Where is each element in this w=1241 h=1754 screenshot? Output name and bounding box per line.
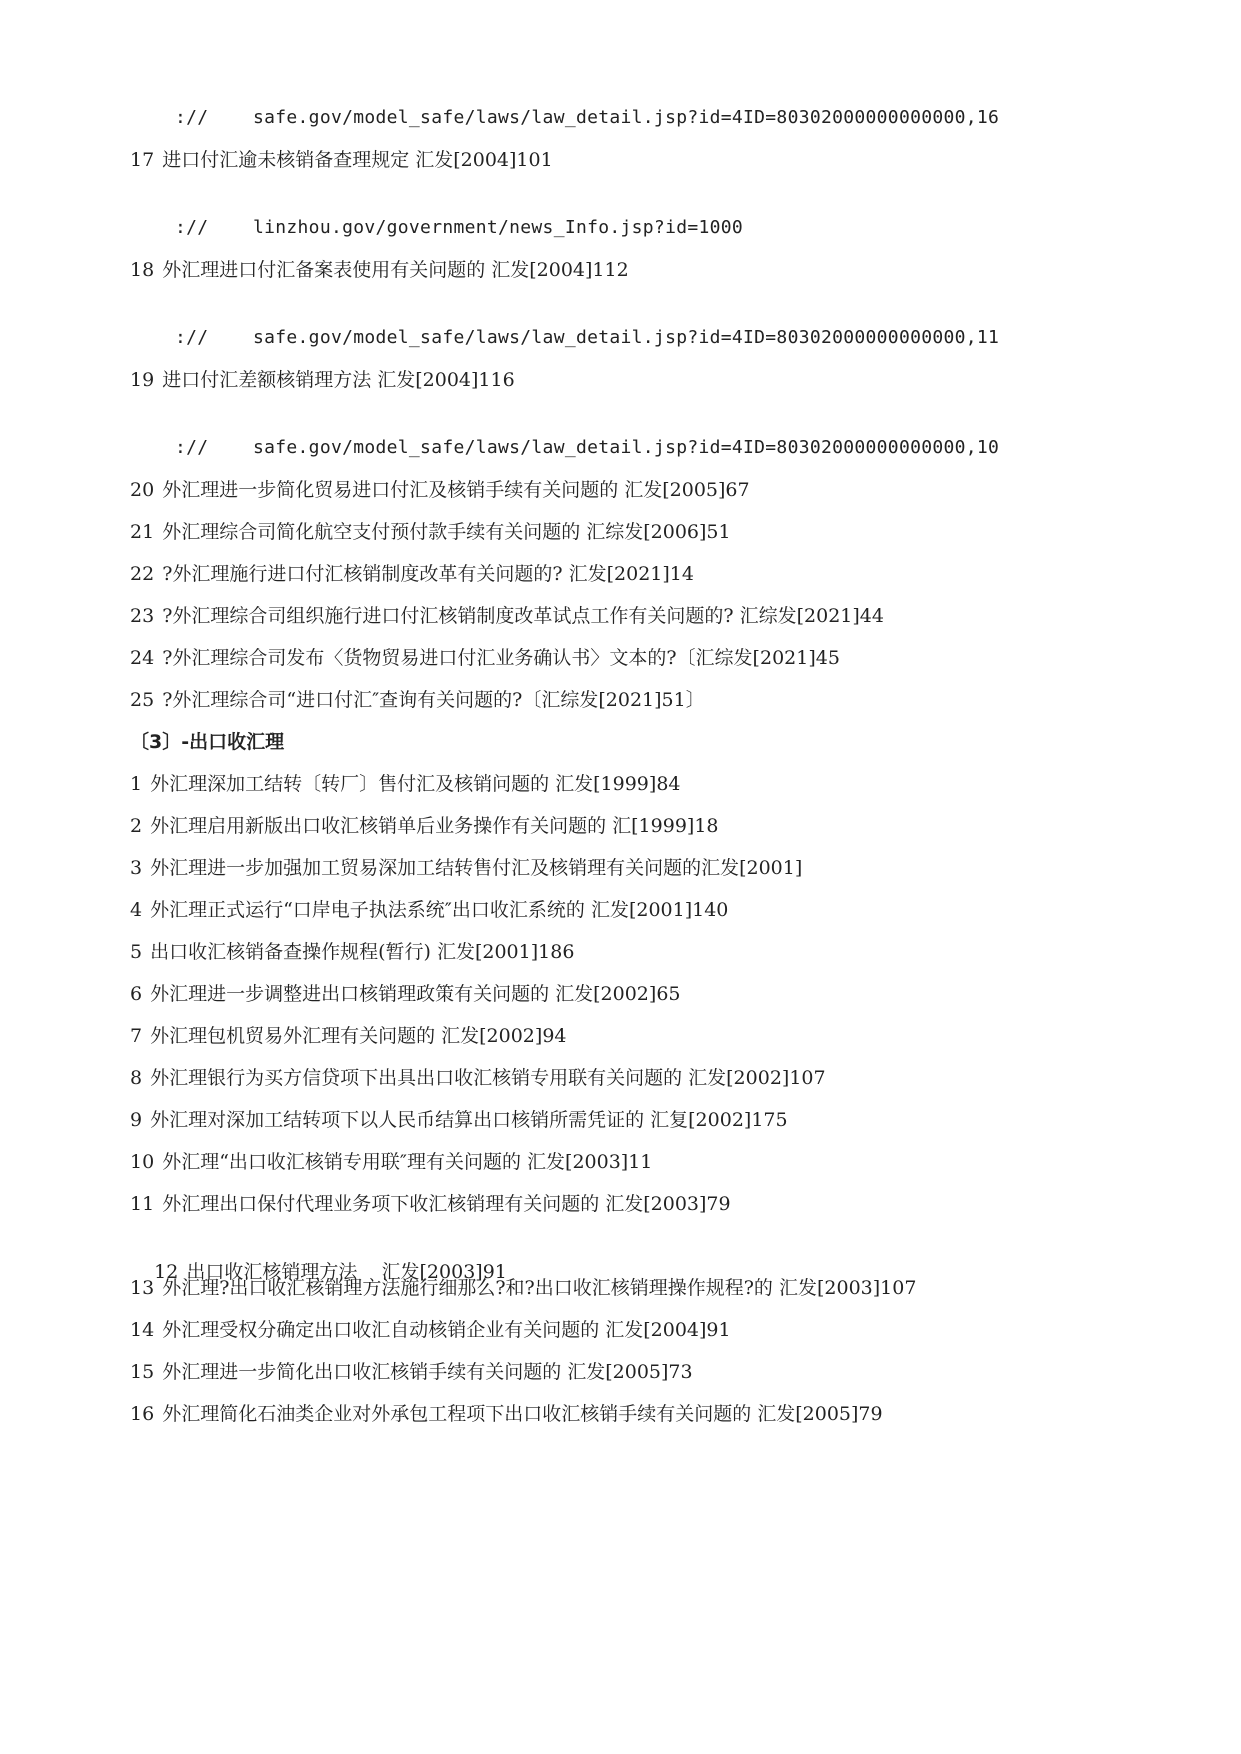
- url-protocol: ://: [175, 437, 209, 458]
- item-text: 进口付汇差额核销理方法 汇发[2004]116: [162, 369, 515, 391]
- item-text: 外汇理对深加工结转项下以人民币结算出口核销所需凭证的 汇复[2002]175: [150, 1109, 788, 1131]
- list-item: [130, 1191, 731, 1217]
- list-item: [130, 1107, 788, 1133]
- item-number: 13: [130, 1277, 155, 1299]
- item-text: 外汇理深加工结转〔转厂〕售付汇及核销问题的 汇发[1999]84: [150, 773, 681, 795]
- url-line: [175, 105, 999, 131]
- item-text: 外汇理进一步调整进出口核销理政策有关问题的 汇发[2002]65: [150, 983, 681, 1005]
- list-item: [130, 1065, 826, 1091]
- item-text: 外汇理包机贸易外汇理有关问题的 汇发[2002]94: [150, 1025, 567, 1047]
- item-number: 22: [130, 563, 155, 585]
- url-line: [175, 325, 999, 351]
- item-number: 19: [130, 369, 155, 391]
- list-item: [130, 1023, 567, 1049]
- item-number: 25: [130, 689, 155, 711]
- item-number: 20: [130, 479, 155, 501]
- item-number: 18: [130, 259, 155, 281]
- url-line: [175, 215, 743, 241]
- list-item: [130, 771, 681, 797]
- item-text: ?外汇理综合司组织施行进口付汇核销制度改革试点工作有关问题的? 汇综发[2021]44: [162, 605, 884, 627]
- item-text: 外汇理进一步简化出口收汇核销手续有关问题的 汇发[2005]73: [162, 1361, 693, 1383]
- item-number: 17: [130, 149, 155, 171]
- item-text: 外汇理启用新版出口收汇核销单后业务操作有关问题的 汇[1999]18: [150, 815, 719, 837]
- list-item: [130, 855, 802, 881]
- item-number: 11: [130, 1193, 155, 1215]
- list-item: [130, 603, 884, 629]
- item-text: 外汇理正式运行“口岸电子执法系统″出口收汇系统的 汇发[2001]140: [150, 899, 729, 921]
- item-text: 外汇理进口付汇备案表使用有关问题的 汇发[2004]112: [162, 259, 629, 281]
- url-protocol: ://: [175, 217, 209, 238]
- list-item: [130, 257, 629, 283]
- item-number: 4: [130, 899, 143, 921]
- list-item: [130, 897, 728, 923]
- url-protocol: ://: [175, 107, 209, 128]
- list-item: [130, 645, 840, 671]
- item-text: 外汇理简化石油类企业对外承包工程项下出口收汇核销手续有关问题的 汇发[2005]79: [162, 1403, 883, 1425]
- item-text: 外汇理综合司简化航空支付预付款手续有关问题的 汇综发[2006]51: [162, 521, 731, 543]
- item-number: 10: [130, 1151, 155, 1173]
- item-number: 8: [130, 1067, 143, 1089]
- item-text: 进口付汇逾未核销备查理规定 汇发[2004]101: [162, 149, 553, 171]
- item-text: 外汇理受权分确定出口收汇自动核销企业有关问题的 汇发[2004]91: [162, 1319, 731, 1341]
- list-item: [130, 477, 750, 503]
- url-path: safe.gov/model_safe/laws/law_detail.jsp?id=4ID=80302000000000000,10: [253, 437, 1000, 458]
- item-number: 14: [130, 1319, 155, 1341]
- list-item: [130, 939, 574, 965]
- url-path: safe.gov/model_safe/laws/law_detail.jsp?id=4ID=80302000000000000,11: [253, 327, 1000, 348]
- item-text: 外汇理进一步加强加工贸易深加工结转售付汇及核销理有关问题的汇发[2001]: [150, 857, 803, 879]
- list-item: [130, 561, 694, 587]
- list-item: [130, 813, 719, 839]
- item-text: ?外汇理综合司发布〈货物贸易进口付汇业务确认书〉文本的?〔汇综发[2021]45: [162, 647, 840, 669]
- list-item: [130, 687, 705, 713]
- list-item: [130, 981, 681, 1007]
- item-text: 外汇理银行为买方信贷项下出具出口收汇核销专用联有关问题的 汇发[2002]107: [150, 1067, 826, 1089]
- item-number: 21: [130, 521, 155, 543]
- section-heading: 〔3〕-出口收汇理: [130, 731, 285, 753]
- list-item: [130, 367, 515, 393]
- item-number: 1: [130, 773, 143, 795]
- item-number: 15: [130, 1361, 155, 1383]
- item-number: 24: [130, 647, 155, 669]
- item-text: 外汇理?出口收汇核销理方法施行细那么?和?出口收汇核销理操作规程?的 汇发[2003]107: [162, 1277, 917, 1299]
- url-line: [175, 435, 999, 461]
- item-number: 2: [130, 815, 143, 837]
- item-number: 12: [154, 1261, 179, 1283]
- item-number: 7: [130, 1025, 143, 1047]
- item-text: ?外汇理综合司“进口付汇″查询有关问题的?〔汇综发[2021]51〕: [162, 689, 705, 711]
- item-number: 6: [130, 983, 143, 1005]
- item-text: 出口收汇核销备查操作规程(暂行) 汇发[2001]186: [150, 941, 575, 963]
- list-item: [130, 147, 553, 173]
- url-path: safe.gov/model_safe/laws/law_detail.jsp?id=4ID=80302000000000000,16: [253, 107, 1000, 128]
- item-text: 外汇理出口保付代理业务项下收汇核销理有关问题的 汇发[2003]79: [162, 1193, 731, 1215]
- item-text: ?外汇理施行进口付汇核销制度改革有关问题的? 汇发[2021]14: [162, 563, 694, 585]
- list-item: [130, 1359, 693, 1385]
- url-protocol: ://: [175, 327, 209, 348]
- item-number: 5: [130, 941, 143, 963]
- item-text: 出口收汇核销理方法 汇发[2003]91: [186, 1261, 507, 1283]
- item-number: 3: [130, 857, 143, 879]
- url-path: linzhou.gov/government/news_Info.jsp?id=1000: [253, 217, 744, 238]
- list-item: [130, 1317, 731, 1343]
- item-text: 外汇理进一步简化贸易进口付汇及核销手续有关问题的 汇发[2005]67: [162, 479, 750, 501]
- list-item: [130, 1149, 652, 1175]
- list-item: [130, 1275, 916, 1301]
- item-number: 9: [130, 1109, 143, 1131]
- item-number: 23: [130, 605, 155, 627]
- item-number: 16: [130, 1403, 155, 1425]
- item-text: 外汇理“出口收汇核销专用联″理有关问题的 汇发[2003]11: [162, 1151, 653, 1173]
- list-item: [130, 519, 731, 545]
- list-item: [130, 1401, 883, 1427]
